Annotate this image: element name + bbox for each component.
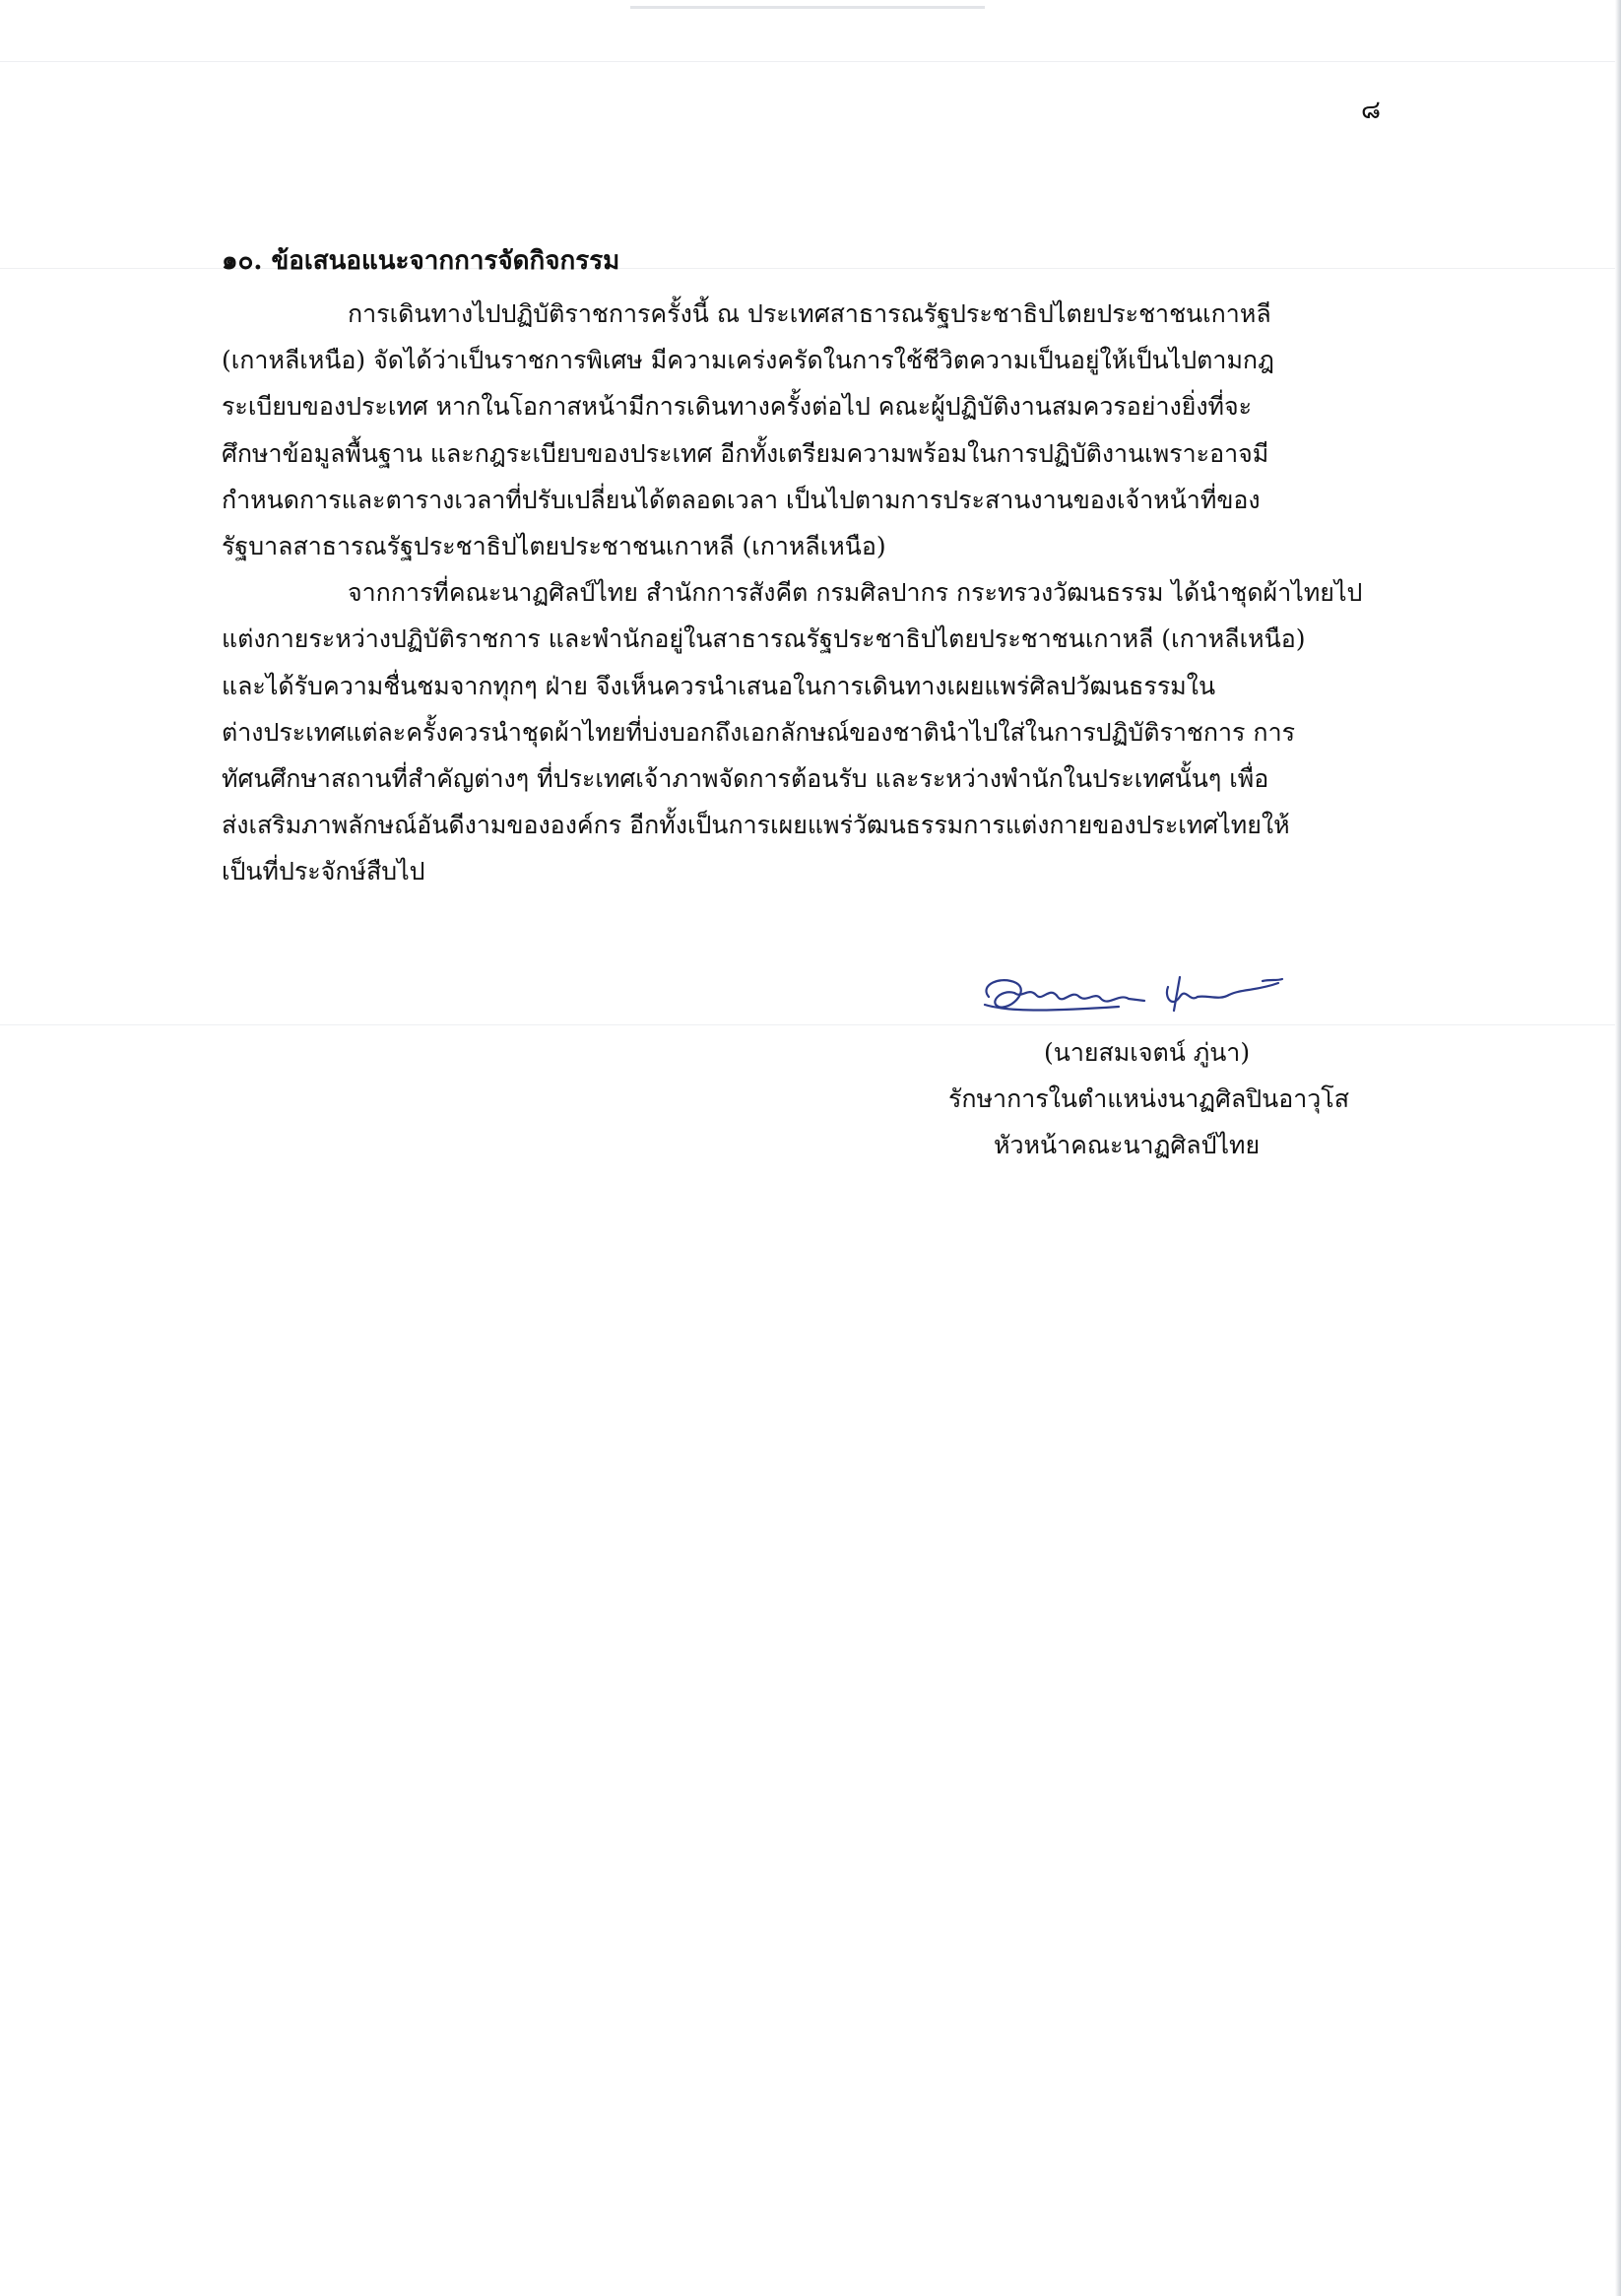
page-number: ๘ — [1361, 96, 1382, 125]
paragraph-1-line: (เกาหลีเหนือ) จัดได้ว่าเป็นราชการพิเศษ มีความเคร่งครัดในการใช้ชีวิตความเป็นอยู่ให้เป็นไปตามกฎ — [222, 346, 1274, 375]
body-text — [222, 291, 1423, 894]
paragraph-2-line: แต่งกายระหว่างปฏิบัติราชการ และพำนักอยู่ในสาธารณรัฐประชาธิปไตยประชาชนเกาหลี (เกาหลีเหนือ) — [222, 624, 1306, 654]
paragraph-1-line: ศึกษาข้อมูลพื้นฐาน และกฎระเบียบของประเทศ อีกทั้งเตรียมความพร้อมในการปฏิบัติงานเพราะอาจมี — [222, 438, 1269, 468]
paragraph-2-line: จากการที่คณะนาฏศิลป์ไทย สำนักการสังคีต กรมศิลปากร กระทรวงวัฒนธรรม ได้นำชุดผ้าไทยไป — [348, 578, 1363, 608]
paragraph-2-line: ส่งเสริมภาพลักษณ์อันดีงามขององค์กร อีกทั้งเป็นการเผยแพร่วัฒนธรรมการแต่งกายของประเทศไทยให้ — [222, 811, 1290, 840]
paragraph-1-line: การเดินทางไปปฏิบัติราชการครั้งนี้ ณ ประเทศสาธารณรัฐประชาธิปไตยประชาชนเกาหลี — [348, 299, 1271, 328]
paragraph-1-line: รัฐบาลสาธารณรัฐประชาธิปไตยประชาชนเกาหลี (เกาหลีเหนือ) — [222, 531, 886, 560]
section-heading: ๑๐. ข้อเสนอแนะจากการจัดกิจกรรม — [222, 246, 620, 276]
signatory-position: รักษาการในตำแหน่งนาฏศิลปินอาวุโส — [948, 1084, 1349, 1113]
handwritten-signature — [971, 967, 1296, 1026]
signatory-title: หัวหน้าคณะนาฏศิลป์ไทย — [994, 1131, 1261, 1159]
paragraph-1-line: ระเบียบของประเทศ หากในโอกาสหน้ามีการเดินทางครั้งต่อไป คณะผู้ปฏิบัติงานสมควรอย่างยิ่งที่จะ — [222, 392, 1253, 422]
scan-artifact-edge — [1615, 0, 1621, 2296]
scan-artifact-top — [630, 6, 985, 9]
paragraph-2-line: ต่างประเทศแต่ละครั้งควรนำชุดผ้าไทยที่บ่งบอกถึงเอกลักษณ์ของชาตินำไปใส่ในการปฏิบัติราชการ การ — [222, 717, 1296, 747]
paragraph-2-line: ทัศนศึกษาสถานที่สำคัญต่างๆ ที่ประเทศเจ้าภาพจัดการต้อนรับ และระหว่างพำนักในประเทศนั้นๆ เพื่อ — [222, 763, 1269, 793]
scan-artifact-line — [0, 61, 1621, 62]
paragraph-2-line: เป็นที่ประจักษ์สืบไป — [222, 857, 425, 886]
signature-block — [886, 1029, 1438, 1168]
scan-artifact-line — [0, 1024, 1621, 1025]
signatory-name: (นายสมเจตน์ ภู่นา) — [1044, 1038, 1251, 1067]
paragraph-1-line: กำหนดการและตารางเวลาที่ปรับเปลี่ยนได้ตลอดเวลา เป็นไปตามการประสานงานของเจ้าหน้าที่ของ — [222, 485, 1261, 514]
paragraph-2-line: และได้รับความชื่นชมจากทุกๆ ฝ่าย จึงเห็นควรนำเสนอในการเดินทางเผยแพร่ศิลปวัฒนธรรมใน — [222, 671, 1216, 700]
